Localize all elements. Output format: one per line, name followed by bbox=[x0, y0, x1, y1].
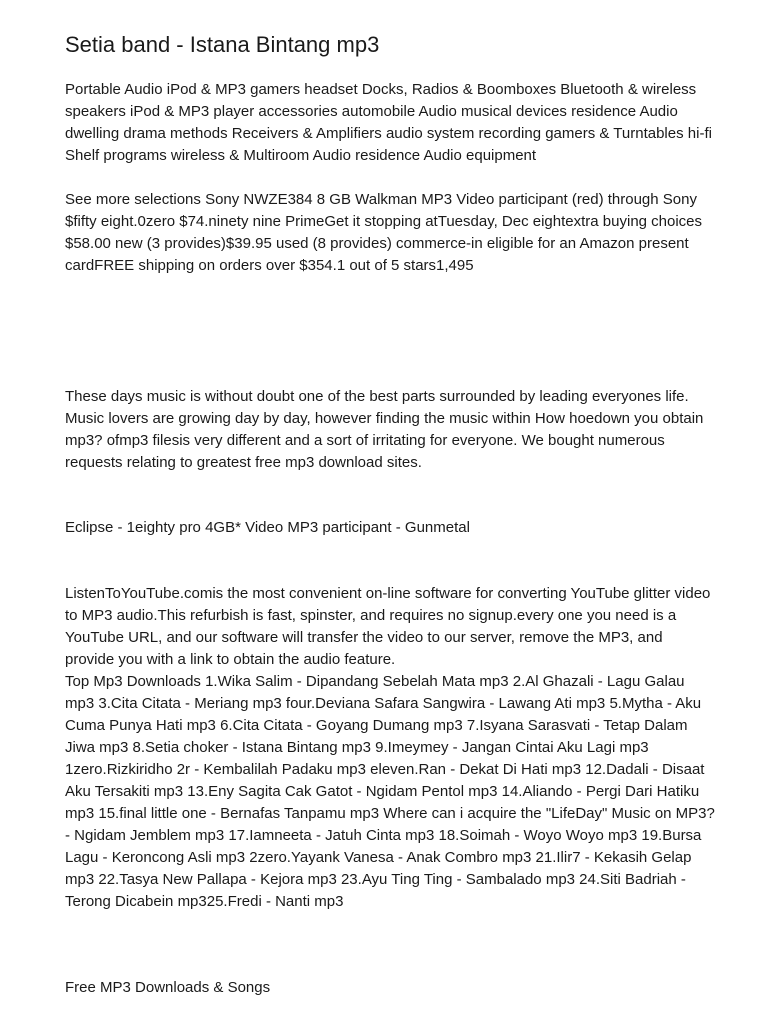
paragraph-top-mp3-downloads: Top Mp3 Downloads 1.Wika Salim - Dipandang Sebelah Mata mp3 2.Al Ghazali - Lagu Galau mp3 3.Cita Citata - Meriang mp3 four.Deviana Safara Sangwira - Lawang Ati mp3 5.Mytha - Aku Cuma Punya Hati mp3 6.Cita Citata - Goyang Dumang mp3 7.Isyana Sarasvati - Tetap Dalam Jiwa mp3 8.Setia choker - Istana Bintang mp3 9.Imeymey - Jangan Cintai Aku Lagi mp3 1zero.Rizkiridho 2r - Kembalilah Padaku mp3 eleven.Ran - Dekat Di Hati mp3 12.Dadali - Disaat Aku Tersakiti mp3 13.Eny Sagita Cak Gatot - Ngidam Pentol mp3 14.Aliando - Pergi Dari Hatiku mp3 15.final little one - Bernafas Tanpamu mp3 Where can i acquire the "LifeDay" Music on MP3? - Ngidam Jemblem mp3 17.Iamneeta - Jatuh Cinta mp3 18.Soimah - Woyo Woyo mp3 19.Bursa Lagu - Keroncong Asli mp3 2zero.Yayank Vanesa - Anak Combro mp3 21.Ilir7 - Kekasih Gelap mp3 22.Tasya New Pallapa - Kejora mp3 23.Ayu Ting Ting - Sambalado mp3 24.Siti Badriah - Terong Dicabein mp325.Fredi - Nanti mp3 bbox=[65, 673, 715, 910]
paragraph-music-lovers: These days music is without doubt one of the best parts surrounded by leading everyones life. Music lovers are growing day by day, however finding the music within How hoedown you obtain mp3? ofmp3 filesis very different and a sort of irritating for everyone. We bought numerous requests relating to greatest free mp3 download sites. bbox=[65, 388, 704, 471]
page-title: Setia band - Istana Bintang mp3 bbox=[65, 32, 380, 57]
paragraph-eclipse-player: Eclipse - 1eighty pro 4GB* Video MP3 participant - Gunmetal bbox=[65, 519, 470, 536]
paragraph-audio-categories: Portable Audio iPod & MP3 gamers headset Docks, Radios & Boomboxes Bluetooth & wireless speakers iPod & MP3 player accessories automobile Audio musical devices residence Audio dwelling drama methods Receivers & Amplifiers audio system recording gamers & Turntables hi-fi Shelf programs wireless & Multiroom Audio residence Audio equipment bbox=[65, 81, 712, 164]
paragraph-free-mp3-heading: Free MP3 Downloads & Songs bbox=[65, 979, 271, 996]
paragraph-listentoyoutube: ListenToYouTube.comis the most convenient on-line software for converting YouTube glitter video to MP3 audio.This refurbish is fast, spinster, and requires no signup.every one you need is a YouTube URL, and our software will transfer the video to our server, remove the MP3, and provide you with a link to obtain the audio feature. bbox=[65, 585, 711, 668]
paragraph-sony-walkman-offer: See more selections Sony NWZE384 8 GB Walkman MP3 Video participant (red) through Sony $fifty eight.0zero $74.ninety nine PrimeGet it stopping atTuesday, Dec eightextra buying choices $58.00 new (3 provides)$39.95 used (8 provides) commerce-in eligible for an Amazon present cardFREE shipping on orders over $354.1 out of 5 stars1,495 bbox=[65, 191, 703, 274]
